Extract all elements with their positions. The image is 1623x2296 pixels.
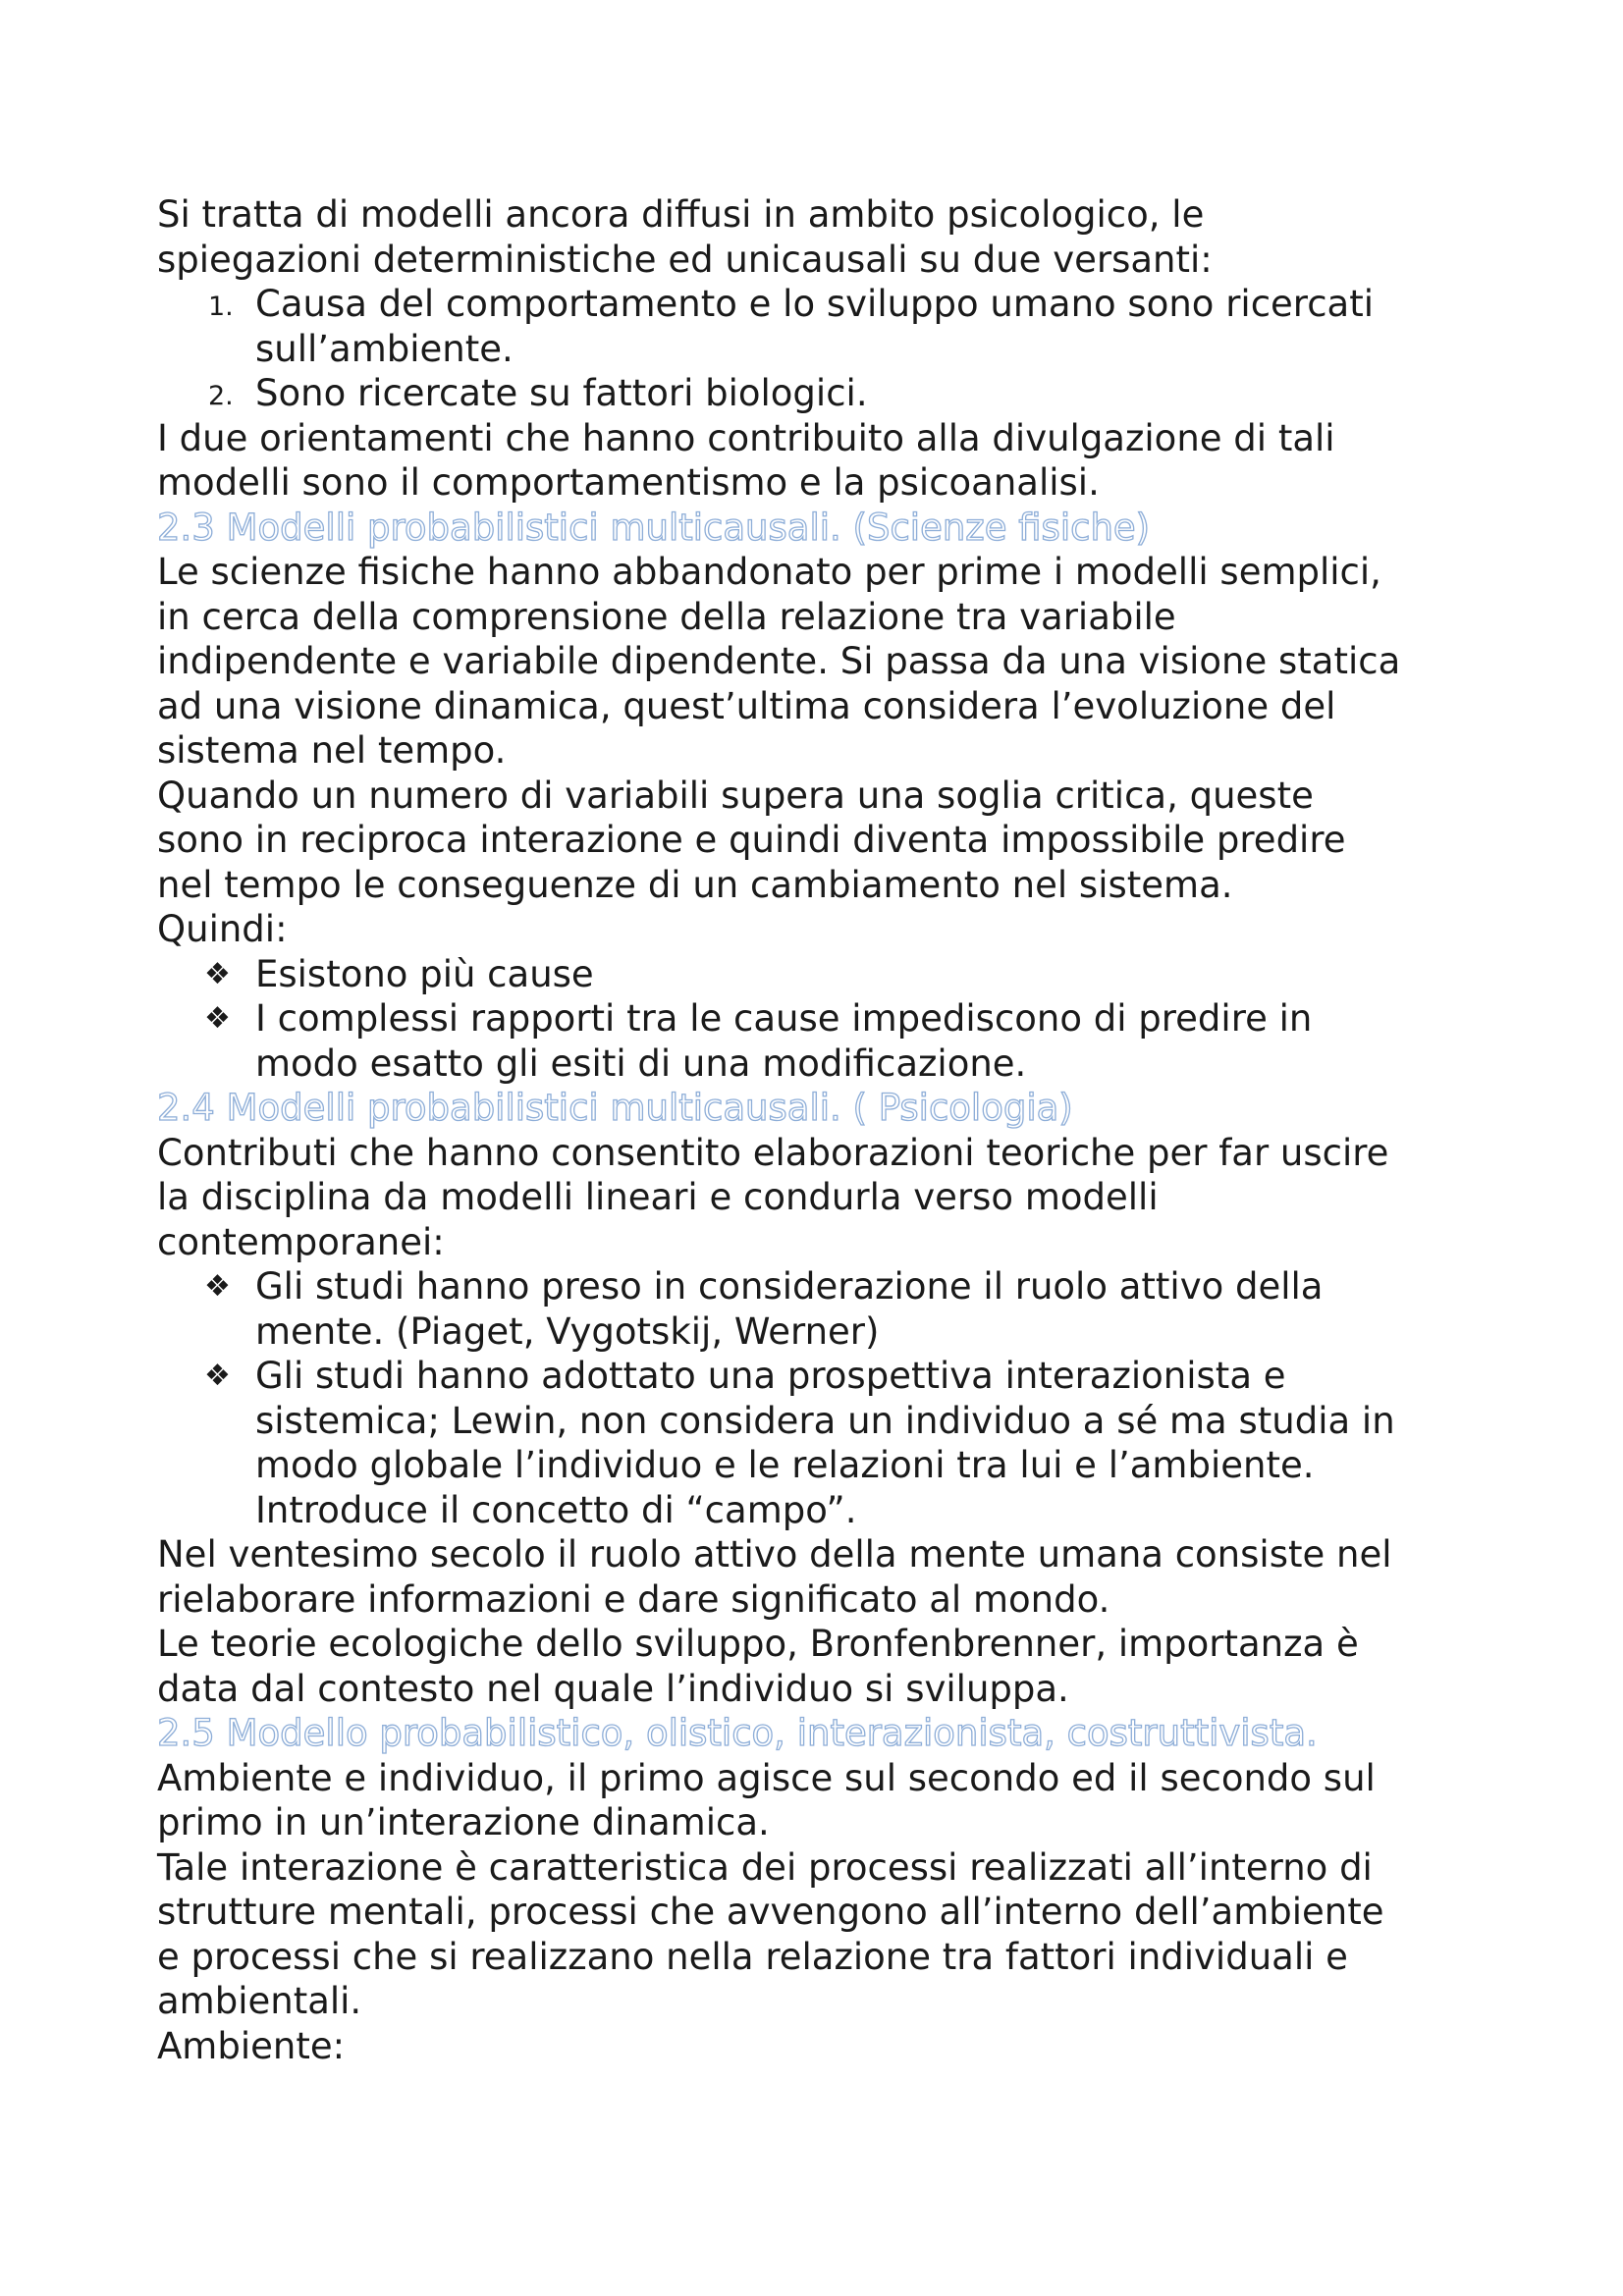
paragraph-line: Tale interazione è caratteristica dei processi realizzati all’interno di xyxy=(157,1845,1373,1889)
paragraph-line: rielaborare informazioni e dare significato al mondo. xyxy=(157,1577,1110,1621)
numbered-list-item xyxy=(157,371,1483,416)
paragraph-line: Ambiente: xyxy=(157,2024,346,2067)
numbered-list-item xyxy=(157,282,1483,371)
list-item-line: Causa del comportamento e lo sviluppo umano sono ricercati xyxy=(255,283,1374,325)
diamond-bullet-icon: ❖ xyxy=(204,1269,231,1304)
section-heading-2-3: 2.3 Modelli probabilistici multicausali. (Scienze fisiche) xyxy=(157,506,1151,549)
bullet-list-item xyxy=(157,952,1483,997)
list-number: 2. xyxy=(208,381,234,411)
bullet-list xyxy=(157,1264,1483,1532)
list-item-line: Gli studi hanno adottato una prospettiva interazionista e xyxy=(255,1355,1286,1397)
paragraph-line: strutture mentali, processi che avvengono all’interno dell’ambiente xyxy=(157,1891,1384,1933)
list-item-line: Sono ricercate su fattori biologici. xyxy=(255,372,868,414)
paragraph-line: Si tratta di modelli ancora diffusi in ambito psicologico, le xyxy=(157,193,1205,236)
list-item-line: I complessi rapporti tra le cause impediscono di predire in xyxy=(255,997,1313,1040)
diamond-bullet-icon: ❖ xyxy=(204,1001,231,1036)
list-item-line: Introduce il concetto di “campo”. xyxy=(255,1488,857,1531)
diamond-bullet-icon: ❖ xyxy=(204,956,231,991)
list-item-line: Esistono più cause xyxy=(255,952,594,995)
paragraph-line: Quindi: xyxy=(157,908,288,950)
paragraph-line: modelli sono il comportamentismo e la psicoanalisi. xyxy=(157,461,1100,504)
paragraph-line: indipendente e variabile dipendente. Si passa da una visione statica xyxy=(157,640,1401,682)
list-item-line: Gli studi hanno preso in considerazione il ruolo attivo della xyxy=(255,1265,1324,1308)
paragraph-line: I due orientamenti che hanno contribuito alla divulgazione di tali xyxy=(157,416,1335,459)
bullet-list-item xyxy=(157,1264,1483,1354)
bullet-list-item xyxy=(157,996,1483,1086)
diamond-bullet-icon: ❖ xyxy=(204,1359,231,1393)
paragraph-line: in cerca della comprensione della relazione tra variabile xyxy=(157,595,1176,638)
paragraph-line: sono in reciproca interazione e quindi diventa impossibile predire xyxy=(157,819,1346,861)
bullet-list-item xyxy=(157,1354,1483,1532)
paragraph-line: Contributi che hanno consentito elaborazioni teoriche per far uscire xyxy=(157,1131,1389,1174)
list-item-line: sull’ambiente. xyxy=(255,327,514,370)
paragraph-line: data dal contesto nel quale l’individuo si sviluppa. xyxy=(157,1667,1069,1710)
page-content xyxy=(157,192,1483,2068)
list-item-line: sistemica; Lewin, non considera un individuo a sé ma studia in xyxy=(255,1399,1395,1442)
list-item-line: mente. (Piaget, Vygotskij, Werner) xyxy=(255,1309,880,1353)
paragraph-line: nel tempo le conseguenze di un cambiamento nel sistema. xyxy=(157,863,1233,906)
numbered-list xyxy=(157,282,1483,416)
bullet-list xyxy=(157,952,1483,1087)
list-item-line: modo globale l’individuo e le relazioni tra lui e l’ambiente. xyxy=(255,1444,1315,1486)
paragraph-line: primo in un’interazione dinamica. xyxy=(157,1801,770,1843)
paragraph-line: la disciplina da modelli lineari e condurla verso modelli xyxy=(157,1176,1159,1218)
paragraph-line: spiegazioni deterministiche ed unicausali su due versanti: xyxy=(157,238,1213,281)
paragraph-line: Ambiente e individuo, il primo agisce sul secondo ed il secondo sul xyxy=(157,1756,1376,1799)
paragraph-line: Le scienze fisiche hanno abbandonato per prime i modelli semplici, xyxy=(157,551,1381,593)
paragraph-line: contemporanei: xyxy=(157,1220,445,1263)
paragraph-line: ad una visione dinamica, quest’ultima considera l’evoluzione del xyxy=(157,684,1336,727)
paragraph-line: e processi che si realizzano nella relazione tra fattori individuali e xyxy=(157,1935,1348,1978)
paragraph-line: sistema nel tempo. xyxy=(157,729,507,772)
list-item-line: modo esatto gli esiti di una modificazione. xyxy=(255,1041,1027,1085)
paragraph-line: ambientali. xyxy=(157,1980,362,2022)
paragraph-line: Nel ventesimo secolo il ruolo attivo della mente umana consiste nel xyxy=(157,1533,1392,1575)
section-heading-2-4: 2.4 Modelli probabilistici multicausali. ( Psicologia) xyxy=(157,1087,1073,1129)
section-heading-2-5: 2.5 Modello probabilistico, olistico, interazionista, costruttivista. xyxy=(157,1712,1318,1754)
paragraph-line: Quando un numero di variabili supera una soglia critica, queste xyxy=(157,774,1314,817)
list-number: 1. xyxy=(208,292,234,322)
paragraph-line: Le teorie ecologiche dello sviluppo, Bronfenbrenner, importanza è xyxy=(157,1623,1359,1665)
